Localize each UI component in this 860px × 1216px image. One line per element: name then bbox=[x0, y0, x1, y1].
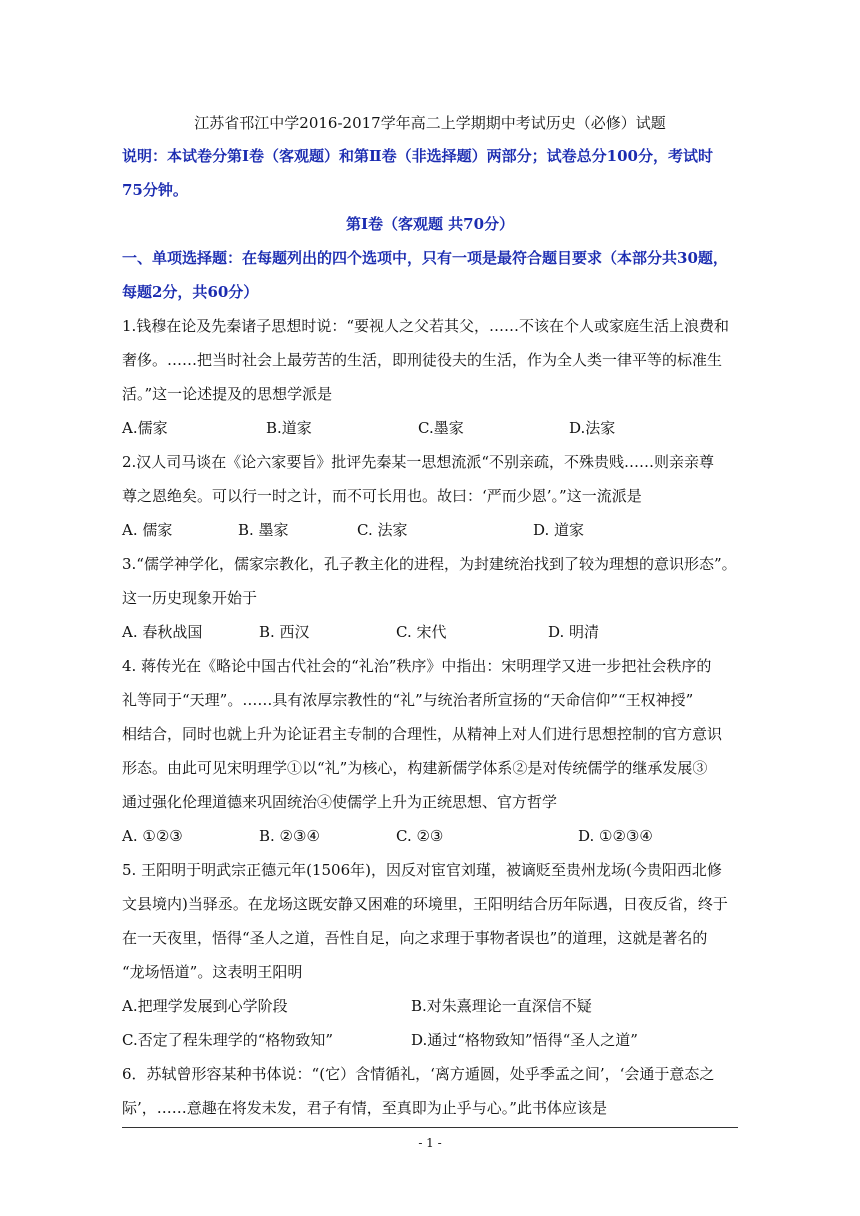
footer-divider bbox=[122, 1127, 738, 1128]
question-5-line: “龙场悟道”。这表明王阳明 bbox=[122, 963, 303, 981]
question-1-option-b: B.道家 bbox=[266, 419, 312, 437]
question-1-option-d: D.法家 bbox=[569, 419, 616, 437]
question-5-option-d: D.通过“格物致知”悟得“圣人之道” bbox=[411, 1031, 638, 1049]
question-4-line: 通过强化伦理道德来巩固统治④使儒学上升为正统思想、官方哲学 bbox=[122, 793, 558, 811]
question-3-option-a: A. 春秋战国 bbox=[122, 623, 203, 641]
question-5-option-b: B.对朱熹理论一直深信不疑 bbox=[411, 997, 592, 1015]
part1-heading: 第Ⅰ卷（客观题 共70分） bbox=[345, 215, 515, 233]
question-1-line: 活。”这一论述提及的思想学派是 bbox=[122, 385, 333, 403]
section-heading-line-1: 一、单项选择题：在每题列出的四个选项中，只有一项是最符合题目要求（本部分共30题， bbox=[122, 249, 728, 267]
question-4-line: 相结合，同时也就上升为论证君主专制的合理性，从精神上对人们进行思想控制的官方意识 bbox=[122, 725, 723, 743]
question-2-option-c: C. 法家 bbox=[357, 521, 408, 539]
question-6-line: 际’，……意趣在将发未发，君子有情，至真即为止乎与心。”此书体应该是 bbox=[122, 1099, 607, 1117]
question-4-option-c: C. ②③ bbox=[396, 827, 444, 845]
exam-title: 江苏省邗江中学2016-2017学年高二上学期期中考试历史（必修）试题 bbox=[194, 114, 666, 132]
question-4-option-a: A. ①②③ bbox=[122, 827, 183, 845]
question-2-line: 2.汉人司马谈在《论六家要旨》批评先秦某一思想流派“不别亲疏，不殊贵贱……则亲亲尊 bbox=[122, 453, 714, 471]
question-4-line: 礼等同于“天理”。……具有浓厚宗教性的“礼”与统治者所宣扬的“天命信仰”“王权神授” bbox=[122, 691, 694, 709]
question-2-option-d: D. 道家 bbox=[533, 521, 585, 539]
question-5-line: 在一天夜里，悟得“圣人之道，吾性自足，向之求理于事物者误也”的道理，这就是著名的 bbox=[122, 929, 708, 947]
question-2-option-b: B. 墨家 bbox=[238, 521, 289, 539]
question-5-line: 文县境内)当驿丞。在龙场这既安静又困难的环境里，王阳明结合历年际遇，日夜反省，终于 bbox=[122, 895, 728, 913]
question-4-option-b: B. ②③④ bbox=[259, 827, 320, 845]
question-1-line: 奢侈。……把当时社会上最劳苦的生活，即刑徒役夫的生活，作为全人类一律平等的标准生 bbox=[122, 351, 723, 369]
question-6-line: 6．苏轼曾形容某种书体说：“(它）含情循礼，‘离方遁圆，处乎季孟之间’，‘会通于意态之 bbox=[122, 1065, 715, 1083]
question-3-line: 3.“儒学神学化，儒家宗教化，孔子教主化的进程，为封建统治找到了较为理想的意识形态”。 bbox=[122, 555, 737, 573]
instructions-line-1: 说明：本试卷分第Ⅰ卷（客观题）和第Ⅱ卷（非选择题）两部分；试卷总分100分，考试时 bbox=[122, 147, 713, 165]
question-1-option-a: A.儒家 bbox=[122, 419, 168, 437]
page-number: - 1 - bbox=[418, 1136, 442, 1150]
question-5-option-c: C.否定了程朱理学的“格物致知” bbox=[122, 1031, 334, 1049]
question-4-line: 4. 蒋传光在《略论中国古代社会的“礼治”秩序》中指出：宋明理学又进一步把社会秩序的 bbox=[122, 657, 712, 675]
question-5-line: 5. 王阳明于明武宗正德元年(1506年)，因反对宦官刘瑾，被谪贬至贵州龙场(今贵阳西北修 bbox=[122, 861, 722, 879]
question-4-option-d: D. ①②③④ bbox=[578, 827, 653, 845]
instructions-line-2: 75分钟。 bbox=[122, 181, 188, 199]
question-4-line: 形态。由此可见宋明理学①以“礼”为核心，构建新儒学体系②是对传统儒学的继承发展③ bbox=[122, 759, 708, 777]
question-2-line: 尊之恩绝矣。可以行一时之计，而不可长用也。故曰：‘严而少恩’。”这一流派是 bbox=[122, 487, 642, 505]
question-1-option-c: C.墨家 bbox=[418, 419, 464, 437]
question-1-line: 1.钱穆在论及先秦诸子思想时说：“要视人之父若其父，……不该在个人或家庭生活上浪费和 bbox=[122, 317, 729, 335]
question-3-option-b: B. 西汉 bbox=[259, 623, 310, 641]
question-3-line: 这一历史现象开始于 bbox=[122, 589, 258, 607]
section-heading-line-2: 每题2分，共60分） bbox=[122, 283, 259, 301]
question-3-option-d: D. 明清 bbox=[548, 623, 600, 641]
question-5-option-a: A.把理学发展到心学阶段 bbox=[122, 997, 288, 1015]
question-2-option-a: A. 儒家 bbox=[122, 521, 173, 539]
question-3-option-c: C. 宋代 bbox=[396, 623, 447, 641]
